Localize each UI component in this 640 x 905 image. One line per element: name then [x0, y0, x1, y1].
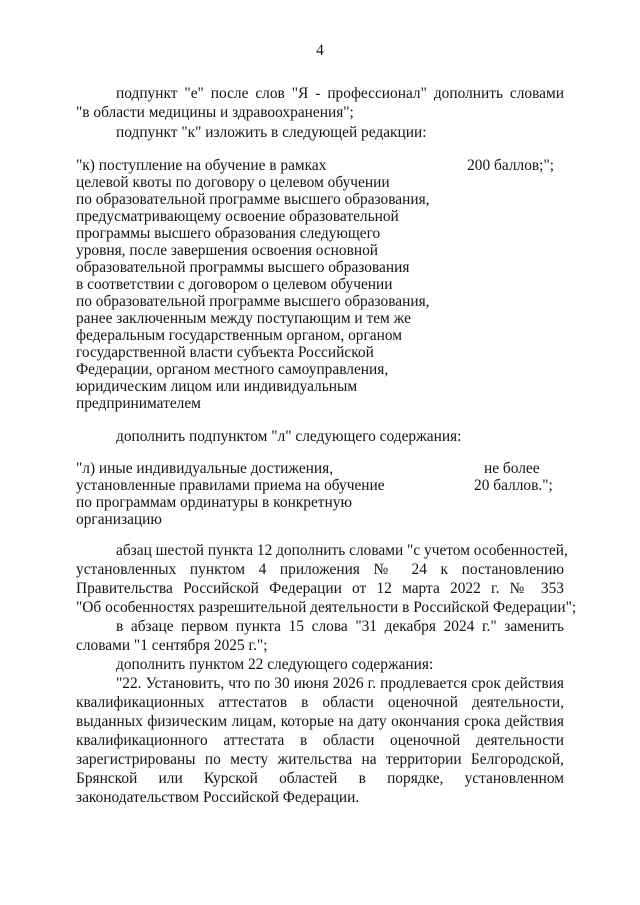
item-k-line: предпринимателем: [76, 395, 201, 412]
intro-line-2: "в области медицины и здравоохранения";: [76, 104, 354, 121]
paragraph-line: выданных физическим лицам, которые на дату окончания срока действия: [76, 713, 564, 730]
item-k-line: целевой квоты по договору о целевом обучении: [76, 174, 390, 191]
item-k-line: Федерации, органом местного самоуправления,: [76, 361, 389, 378]
paragraph-line: законодательством Российской Федерации.: [76, 789, 360, 806]
item-k-line: в соответствии с договором о целевом обучении: [76, 276, 393, 293]
paragraph-line: "22. Установить, что по 30 июня 2026 г. продлевается срок действия: [116, 675, 564, 692]
paragraph-line: зарегистрированы по месту жительства на территории Белгородской,: [76, 751, 564, 768]
paragraph-line: словами "1 сентября 2025 г.";: [76, 637, 268, 654]
paragraph-line: абзац шестой пункта 12 дополнить словами "с учетом особенностей,: [116, 542, 568, 559]
add-item-l-intro: дополнить подпунктом "л" следующего содержания:: [116, 428, 462, 445]
item-l-line: "л) иные индивидуальные достижения,: [76, 460, 334, 477]
item-l-line: организацию: [76, 511, 162, 528]
intro-line-1: подпункт "е" после слов "Я - профессионал" дополнить словами: [116, 85, 564, 102]
paragraph-line: установленных пунктом 4 приложения № 24 к постановлению: [76, 561, 564, 578]
item-l-line: установленные правилами приема на обучение: [76, 477, 385, 494]
item-k-line: программы высшего образования следующего: [76, 225, 381, 242]
item-k-line: образовательной программы высшего образования: [76, 259, 410, 276]
item-k-line: по образовательной программе высшего образования,: [76, 191, 430, 208]
item-k-line: предусматривающему освоение образовательной: [76, 208, 399, 225]
item-l-score-line-1: не более: [484, 460, 540, 477]
item-k-line: государственной власти субъекта Российской: [76, 344, 374, 361]
item-l-score-line-2: 20 баллов.";: [474, 477, 553, 494]
item-k-line: "к) поступление на обучение в рамках: [76, 157, 327, 174]
paragraph-line: Брянской или Курской областей в порядке, установленном: [76, 770, 564, 787]
add-item-22-intro: дополнить пунктом 22 следующего содержания:: [116, 656, 434, 673]
paragraph-line: "Об особенностях разрешительной деятельности в Российской Федерации";: [76, 599, 577, 616]
item-l-line: по программам ординатуры в конкретную: [76, 494, 352, 511]
paragraph-line: квалификационных аттестатов в области оценочной деятельности,: [76, 694, 564, 711]
paragraph-line: квалификационного аттестата в области оценочной деятельности: [76, 732, 564, 749]
item-k-line: юридическим лицом или индивидуальным: [76, 378, 358, 395]
item-k-line: уровня, после завершения освоения основной: [76, 242, 379, 259]
intro-line-3: подпункт "к" изложить в следующей редакции:: [116, 124, 427, 141]
item-k-line: ранее заключенным между поступающим и тем же: [76, 310, 411, 327]
page-number: 4: [316, 42, 324, 59]
item-k-score: 200 баллов;";: [467, 157, 554, 174]
item-k-line: федеральным государственным органом, органом: [76, 327, 402, 344]
paragraph-line: Правительства Российской Федерации от 12 марта 2022 г. № 353: [76, 580, 564, 597]
item-k-line: по образовательной программе высшего образования,: [76, 293, 430, 310]
paragraph-line: в абзаце первом пункта 15 слова "31 декабря 2024 г." заменить: [116, 618, 564, 635]
